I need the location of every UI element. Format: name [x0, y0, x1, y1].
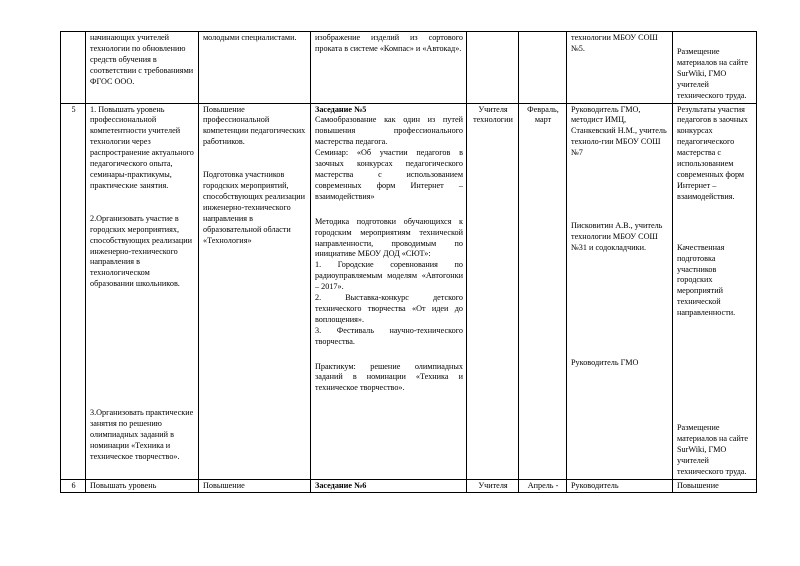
- outcome-cell: Повышение: [673, 479, 757, 493]
- result-item: Повышение профессиональной компетенции педагогических работников.: [203, 104, 306, 147]
- table-row: [61, 479, 757, 493]
- result-cell: [199, 103, 311, 479]
- outcome-item: Качественная подготовка участников городских мероприятий технической направленности.: [677, 242, 736, 318]
- goal-item: 3.Организовать практические занятия по решению олимпиадных заданий в номинации «Техника и техническое творчество».: [90, 408, 194, 461]
- result-item: Подготовка участников городских мероприятий, способствующих реализации инженерно-технического направления в образовательной области «Технология»: [203, 170, 306, 245]
- table-row: [61, 103, 757, 479]
- content-cell: [311, 103, 467, 479]
- responsible-text: технологии МБОУ СОШ №5.: [571, 33, 658, 53]
- outcome-item: Размещение материалов на сайте SurWiki, ГМО учителей технического труда.: [677, 423, 749, 476]
- period-text: Февраль, март: [527, 104, 559, 125]
- content-item: Самообразование как один из путей повышения профессионального мастерства педагога.: [315, 115, 463, 147]
- content-cell: [311, 32, 467, 104]
- content-item: 3. Фестиваль научно-технического творчества.: [315, 325, 463, 346]
- content-item: 1. Городские соревнования по радиоуправляемым моделям «Автогонки – 2017».: [315, 260, 463, 292]
- responsible-cell: [567, 103, 673, 479]
- goal-text: начинающих учителей технологии по обновлению средств обучения в соответствии с требованиями ФГОС ООО.: [90, 33, 194, 86]
- period-cell: [519, 32, 567, 104]
- row-number-cell: [61, 32, 86, 104]
- outcome-cell: [673, 32, 757, 104]
- table-row: [61, 32, 757, 104]
- participants-cell: Учителя: [467, 479, 519, 493]
- responsible-cell: Руководитель: [567, 479, 673, 493]
- content-cell: Заседание №6: [311, 479, 467, 493]
- content-heading: Заседание №5: [315, 104, 367, 114]
- result-cell: Повышение: [199, 479, 311, 493]
- result-text: молодыми специалистами.: [203, 33, 297, 42]
- responsible-item: Руководитель ГМО, методист ИМЦ, Станкевский Н.М., учитель техноло-гии МБОУ СОШ №7: [571, 104, 667, 158]
- goal-cell: Повышать уровень: [86, 479, 199, 493]
- period-cell: Апрель -: [519, 479, 567, 493]
- content-item: 2. Выставка-конкурс детского технического творчества «От идеи до воплощения».: [315, 293, 463, 324]
- row-number-cell: 5: [61, 103, 86, 479]
- content-item: Методика подготовки обучающихся к городским мероприятиям технической направленности, проводимым по инициативе МБОУ ДОД «СЮТ»:: [315, 216, 463, 259]
- participants-text: Учителя технологии: [473, 104, 513, 125]
- goal-item: 1. Повышать уровень профессиональной компетентности учителей технологии через распространение актуального педагогического опыта, семинары-практикумы, практические занятия.: [90, 104, 194, 190]
- goal-cell: [86, 103, 199, 479]
- responsible-item: Писковитин А.В., учитель технологии МБОУ СОШ №31 и содокладчики.: [571, 221, 663, 252]
- period-cell: [519, 103, 567, 479]
- row-number-cell: 6: [61, 479, 86, 493]
- content-text: изображение изделий из сортового проката в системе «Компас» и «Автокад».: [315, 33, 463, 53]
- goal-item: 2.Организовать участие в городских мероприятиях, способствующих реализации инженерно-технического направления в технологическом образовании школьников.: [90, 213, 193, 289]
- participants-cell: [467, 103, 519, 479]
- plan-table: [60, 31, 757, 493]
- content-item: Практикум: решение олимпиадных заданий в номинации «Техника и техническое творчество».: [315, 361, 463, 393]
- responsible-cell: [567, 32, 673, 104]
- goal-cell: [86, 32, 199, 104]
- responsible-item: Руководитель ГМО: [571, 357, 639, 367]
- outcome-cell: [673, 103, 757, 479]
- content-item: Семинар: «Об участии педагогов в заочных конкурсах педагогического мастерства с использованием современных форм Интернет – взаимодействия»: [315, 148, 463, 201]
- participants-cell: [467, 32, 519, 104]
- outcome-text: Размещение материалов на сайте SurWiki, ГМО учителей технического труда.: [677, 47, 749, 100]
- result-cell: [199, 32, 311, 104]
- outcome-item: Результаты участия педагогов в заочных конкурсах педагогического мастерства с использованием современных форм Интернет – взаимодействия.: [677, 104, 748, 201]
